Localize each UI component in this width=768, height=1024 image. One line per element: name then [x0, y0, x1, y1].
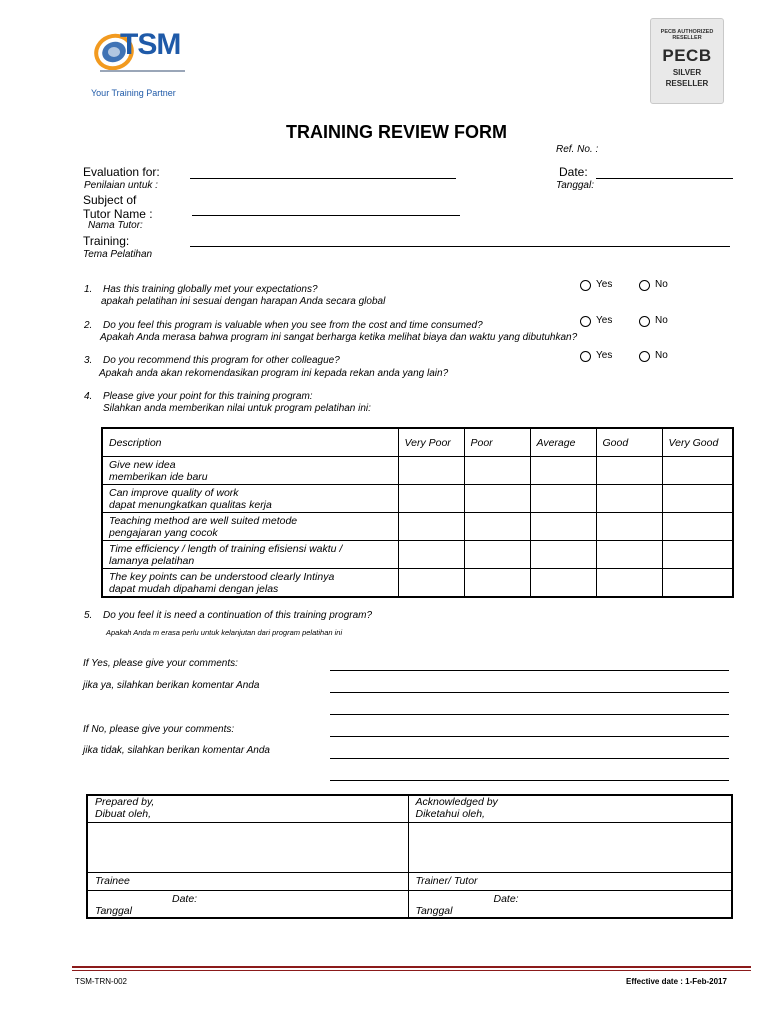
- question-text-ms: Apakah anda akan rekomendasikan program ini kepada rekan anda yang lain?: [99, 368, 449, 379]
- badge-line3: SILVER: [672, 68, 702, 77]
- trainee-signature-box[interactable]: [87, 822, 408, 872]
- trainer-date-label: Date:: [493, 892, 519, 905]
- evaluation-for-field[interactable]: [190, 178, 456, 179]
- rating-cell[interactable]: [464, 457, 530, 485]
- question-text-ms: apakah pelatihan ini sesuai dengan harapan Anda secara global: [101, 296, 386, 307]
- yes-label: Yes: [596, 279, 613, 290]
- rating-header-row: [102, 428, 733, 457]
- yes-radio[interactable]: [580, 316, 591, 327]
- yes-radio[interactable]: [580, 280, 591, 291]
- if-no-label-ms: jika tidak, silahkan berikan komentar Anda: [83, 745, 270, 756]
- row-description: [102, 485, 398, 513]
- if-no-comment-line[interactable]: [330, 758, 729, 759]
- row-description: [102, 457, 398, 485]
- table-row: [102, 485, 733, 513]
- question-text-ms: Silahkan anda memberikan nilai untuk program pelatihan ini:: [103, 403, 371, 414]
- ref-no-label: Ref. No. :: [556, 144, 599, 155]
- if-no-comment-line[interactable]: [330, 780, 729, 781]
- prepared-by-cell: [87, 795, 408, 822]
- row-description: [102, 541, 398, 569]
- row-label: The key points can be understood clearly Intinya: [109, 570, 335, 583]
- question-text-ms: Apakah Anda merasa bahwa program ini sangat berharga ketika melihat biaya dan waktu yang dibutuhkan?: [100, 332, 578, 343]
- col-description: Description: [102, 428, 398, 457]
- logo-underline: [100, 70, 185, 72]
- trainer-date-cell[interactable]: [408, 890, 732, 918]
- row-description: [102, 513, 398, 541]
- date-row: [87, 890, 732, 918]
- pecb-reseller-badge: [650, 18, 724, 104]
- no-radio[interactable]: [639, 280, 650, 291]
- no-radio[interactable]: [639, 351, 650, 362]
- acknowledged-by-label: Acknowledged by: [415, 796, 498, 808]
- footer-rule: [72, 966, 751, 968]
- no-label: No: [655, 315, 668, 326]
- if-yes-comment-line[interactable]: [330, 692, 729, 693]
- rating-cell[interactable]: [464, 513, 530, 541]
- table-row: [102, 569, 733, 598]
- row-label: Give new idea: [109, 458, 176, 471]
- row-label: Can improve quality of work: [109, 486, 239, 499]
- table-row: [102, 513, 733, 541]
- yes-label: Yes: [596, 350, 613, 361]
- date-field[interactable]: [596, 178, 733, 179]
- rating-table: [101, 427, 734, 598]
- yes-label: Yes: [596, 315, 613, 326]
- question-text: Has this training globally met your expectations?: [103, 284, 318, 295]
- rating-cell[interactable]: [464, 569, 530, 598]
- rating-cell[interactable]: [398, 541, 464, 569]
- row-label-ms: dapat mudah dipahami dengan jelas: [109, 582, 279, 595]
- rating-cell[interactable]: [464, 485, 530, 513]
- rating-cell[interactable]: [398, 457, 464, 485]
- question-number: 4.: [84, 391, 93, 402]
- question-text: Do you recommend this program for other colleague?: [103, 355, 340, 366]
- col-very-poor: Very Poor: [398, 428, 464, 457]
- badge-brand: PECB: [662, 46, 712, 65]
- signature-space-row: [87, 822, 732, 872]
- table-row: [102, 457, 733, 485]
- yes-radio[interactable]: [580, 351, 591, 362]
- row-label-ms: pengajaran yang cocok: [109, 526, 218, 539]
- training-label: Training:: [83, 234, 130, 248]
- subject-of-label: Subject of: [83, 193, 137, 207]
- tutor-name-field[interactable]: [192, 215, 460, 216]
- evaluation-for-label: Evaluation for:: [83, 165, 160, 179]
- col-very-good: Very Good: [662, 428, 733, 457]
- prepared-by-label-ms: Dibuat oleh,: [95, 808, 152, 820]
- tutor-name-label-ms: Nama Tutor:: [88, 220, 143, 231]
- if-yes-comment-line[interactable]: [330, 670, 729, 671]
- acknowledged-by-label-ms: Diketahui oleh,: [415, 808, 485, 820]
- date-label: Date:: [559, 165, 588, 179]
- row-label: Time efficiency / length of training efisiensi waktu /: [109, 542, 343, 555]
- question-text: Do you feel this program is valuable when you see from the cost and time consumed?: [103, 320, 483, 331]
- rating-cell[interactable]: [530, 485, 596, 513]
- no-radio[interactable]: [639, 316, 650, 327]
- signature-table: [86, 794, 733, 919]
- if-no-comment-line[interactable]: [330, 736, 729, 737]
- badge-line4: RESELLER: [665, 79, 709, 88]
- rating-cell[interactable]: [530, 541, 596, 569]
- if-yes-label-ms: jika ya, silahkan berikan komentar Anda: [83, 680, 260, 691]
- training-field[interactable]: [190, 246, 730, 247]
- rating-cell[interactable]: [662, 513, 733, 541]
- rating-cell[interactable]: [398, 513, 464, 541]
- trainee-label: Trainee: [87, 872, 408, 890]
- question-text: Do you feel it is need a continuation of this training program?: [103, 610, 373, 621]
- question-number: 2.: [84, 320, 93, 331]
- question-text: Please give your point for this training program:: [103, 391, 313, 402]
- badge-line1: PECB AUTHORIZED: [660, 29, 714, 35]
- row-label: Teaching method are well suited metode: [109, 514, 298, 527]
- no-label: No: [655, 279, 668, 290]
- row-description: [102, 569, 398, 598]
- no-label: No: [655, 350, 668, 361]
- row-label-ms: dapat menungkatkan qualitas kerja: [109, 498, 272, 511]
- rating-cell[interactable]: [530, 513, 596, 541]
- row-label-ms: lamanya pelatihan: [109, 554, 195, 567]
- rating-cell[interactable]: [530, 457, 596, 485]
- table-row: [102, 541, 733, 569]
- col-average: Average: [530, 428, 596, 457]
- trainee-tanggal-label: Tanggal: [95, 904, 132, 917]
- rating-cell[interactable]: [596, 485, 662, 513]
- trainer-tanggal-label: Tanggal: [415, 904, 453, 917]
- page-title: TRAINING REVIEW FORM: [286, 122, 507, 142]
- if-no-label: If No, please give your comments:: [83, 724, 235, 735]
- rating-cell[interactable]: [662, 569, 733, 598]
- trainer-label: Trainer/ Tutor: [408, 872, 732, 890]
- rating-cell[interactable]: [398, 485, 464, 513]
- question-number: 5.: [84, 610, 93, 621]
- effective-date: Effective date : 1-Feb-2017: [626, 977, 727, 986]
- acknowledged-by-cell: [408, 795, 732, 822]
- trainee-date-cell[interactable]: [87, 890, 408, 918]
- logo-tagline: Your Training Partner: [91, 88, 176, 98]
- rating-cell[interactable]: [662, 541, 733, 569]
- col-poor: Poor: [464, 428, 530, 457]
- badge-line2: RESELLER: [672, 35, 702, 41]
- tutor-name-label: Tutor Name :: [83, 207, 153, 221]
- rating-cell[interactable]: [662, 457, 733, 485]
- evaluation-for-label-ms: Penilaian untuk :: [84, 180, 158, 191]
- signature-header-row: [87, 795, 732, 822]
- footer-rule-thin: [72, 970, 751, 971]
- rating-cell[interactable]: [530, 569, 596, 598]
- row-label-ms: memberikan ide baru: [109, 470, 208, 483]
- date-label-ms: Tanggal:: [556, 180, 594, 191]
- rating-cell[interactable]: [596, 457, 662, 485]
- question-text-ms: Apakah Anda m erasa perlu untuk kelanjutan dari program pelatihan ini: [106, 628, 343, 637]
- trainer-signature-box[interactable]: [408, 822, 732, 872]
- if-yes-label: If Yes, please give your comments:: [83, 658, 238, 669]
- col-good: Good: [596, 428, 662, 457]
- training-label-ms: Tema Pelatihan: [83, 249, 153, 260]
- rating-cell[interactable]: [596, 541, 662, 569]
- rating-cell[interactable]: [398, 569, 464, 598]
- rating-cell[interactable]: [596, 513, 662, 541]
- document-code: TSM-TRN-002: [75, 977, 128, 986]
- logo-text: TSM: [120, 28, 181, 61]
- role-row: [87, 872, 732, 890]
- if-yes-comment-line[interactable]: [330, 714, 729, 715]
- rating-cell[interactable]: [596, 569, 662, 598]
- rating-cell[interactable]: [464, 541, 530, 569]
- prepared-by-label: Prepared by,: [95, 796, 155, 808]
- question-number: 1.: [84, 284, 93, 295]
- rating-cell[interactable]: [662, 485, 733, 513]
- trainee-date-label: Date:: [172, 892, 198, 905]
- question-number: 3.: [84, 355, 93, 366]
